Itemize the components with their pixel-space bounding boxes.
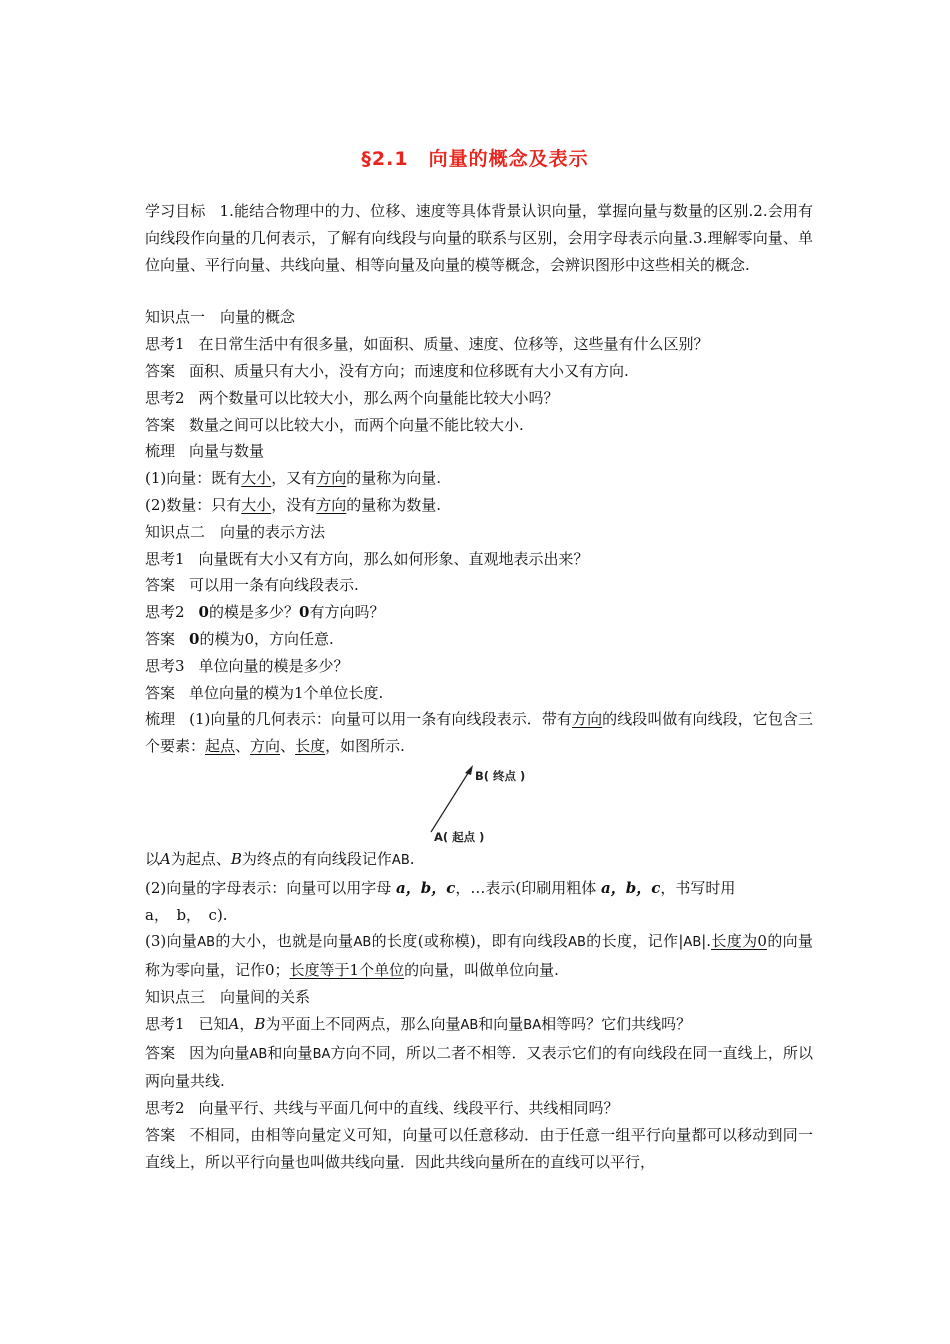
vector-symbol: BA	[523, 1017, 542, 1033]
text: ，…表示(印刷用粗体	[455, 878, 601, 897]
blank-answer: 大小	[241, 495, 272, 514]
text: ，如图所示.	[325, 737, 405, 756]
blank-answer: 方向	[316, 469, 347, 488]
think-label: 思考2	[145, 1099, 185, 1118]
text: (2)数量：只有	[145, 495, 242, 514]
answer-label: 答案	[145, 415, 176, 434]
text: 的线段叫做有向线段，它包含三个要素：	[145, 710, 813, 756]
think-2-3	[145, 653, 813, 680]
text: 的量称为数量.	[346, 495, 442, 514]
think-label: 思考2	[145, 388, 185, 407]
think-label: 思考1	[145, 335, 185, 354]
learning-goals	[145, 198, 813, 278]
answer-3-2	[145, 1122, 813, 1176]
section-heading-2: 知识点二 向量的表示方法	[145, 522, 326, 541]
text: ，又有	[271, 469, 317, 488]
think-label: 思考1	[145, 549, 185, 568]
text: (2)向量的字母表示：向量可以用字母	[145, 878, 397, 897]
blank-answer: 长度为0	[711, 932, 767, 951]
zero-vector-symbol: 0	[189, 629, 200, 648]
text: 、	[280, 737, 296, 756]
vector-symbol: AB	[568, 935, 586, 951]
text: .	[409, 849, 415, 868]
think-text: 在日常生活中有很多量，如面积、质量、速度、位移等，这些量有什么区别？	[198, 335, 709, 354]
text: 的量称为向量.	[346, 469, 442, 488]
answer-1-1	[145, 358, 813, 385]
answer-2-2	[145, 626, 813, 653]
startpoint-label: A( 起点 )	[434, 829, 485, 844]
summary-2-geometric	[145, 706, 813, 760]
summary-2-letters	[145, 875, 813, 902]
think-1-2	[145, 385, 813, 412]
goals-label: 学习目标	[145, 202, 206, 220]
vector-symbol: AB	[197, 935, 216, 951]
answer-2-1	[145, 572, 813, 599]
blank-answer: 方向	[572, 710, 603, 729]
vector-symbol: AB	[391, 852, 410, 868]
directed-segment-line	[431, 770, 470, 832]
text: (1)向量：既有	[145, 469, 242, 488]
summary-label: 梳理	[145, 442, 176, 461]
think-text: 向量平行、共线与平面几何中的直线、线段平行、共线相同吗？	[198, 1099, 619, 1118]
text: (1)向量的几何表示：向量可以用一条有向线段表示．带有	[189, 710, 572, 729]
answer-text: 不相同，由相等向量定义可知，向量可以任意移动．由于任意一组平行向量都可以移动到同一直线上，所以平行向量也叫做共线向量．因此共线向量所在的直线可以平行，	[145, 1125, 813, 1171]
text: 和向量	[478, 1014, 524, 1033]
answer-text: 面积、质量只有大小，没有方向；而速度和位移既有大小又有方向.	[189, 361, 629, 380]
endpoint-label: B( 终点 )	[475, 768, 526, 783]
text: 为平面上不同两点，那么向量	[265, 1014, 461, 1033]
section-heading-1: 知识点一 向量的概念	[145, 308, 296, 327]
point-label: A	[228, 1014, 240, 1033]
vector-symbol: AB	[683, 935, 702, 951]
answer-label: 答案	[145, 361, 176, 380]
text: 的向量，叫做单位向量.	[404, 961, 559, 980]
zero-vector-symbol: 0	[198, 603, 209, 622]
bold-vector-letters: a，b，c	[601, 878, 661, 897]
summary-1	[145, 438, 813, 465]
text: (3)向量	[145, 932, 198, 951]
blank-answer: 长度等于1个单位	[289, 961, 405, 980]
summary-2-letters-cont: a， b， c).	[145, 905, 228, 924]
text: 为终点的有向线段记作	[241, 849, 392, 868]
text: 已知	[198, 1014, 229, 1033]
answer-label: 答案	[145, 629, 176, 648]
think-1-1	[145, 331, 813, 358]
answer-label: 答案	[145, 1125, 176, 1144]
point-label: B	[254, 1014, 266, 1033]
page-title: §2.1 向量的概念及表示	[361, 148, 589, 170]
section-heading-3: 知识点三 向量间的关系	[145, 987, 311, 1006]
think-3-2	[145, 1095, 813, 1122]
answer-text: 数量之间可以比较大小，而两个向量不能比较大小.	[189, 415, 524, 434]
text: 为起点、	[170, 849, 231, 868]
blank-answer: 方向	[316, 495, 347, 514]
think-2-1	[145, 546, 813, 573]
text: 和向量	[267, 1043, 313, 1062]
vector-symbol: BA	[312, 1046, 331, 1062]
text: 、	[235, 737, 251, 756]
bold-vector-letters: a，b，c	[396, 878, 456, 897]
zero-vector-symbol: 0	[299, 603, 310, 622]
answer-label: 答案	[145, 576, 176, 595]
summary-item-2	[145, 492, 813, 519]
think-text: 单位向量的模是多少？	[198, 656, 349, 675]
text: 方向不同，所以二者不相等．又表示它们的有向线段在同一直线上，所以两向量共线.	[145, 1043, 813, 1091]
summary-label: 梳理	[145, 710, 176, 729]
vector-symbol: AB	[353, 935, 372, 951]
point-label: B	[230, 849, 242, 868]
goals-text: 1.能结合物理中的力、位移、速度等具体背景认识向量，掌握向量与数量的区别.2.会用有向线段作向量的几何表示，了解有向线段与向量的联系与区别，会用字母表示向量.3.理解零向量、单位向量、平行向量、共线向量、相等向量及向量的模等概念，会辨识图形中这些相关的概念.	[145, 202, 813, 274]
text: ，书写时用	[660, 878, 736, 897]
answer-label: 答案	[145, 1043, 176, 1062]
think-text: 两个数量可以比较大小，那么两个向量能比较大小吗？	[198, 388, 559, 407]
answer-3-1	[145, 1040, 813, 1096]
point-label: A	[160, 849, 171, 868]
answer-2-3	[145, 680, 813, 707]
text: 因为向量	[189, 1043, 250, 1062]
summary-text: 向量与数量	[189, 442, 265, 461]
answer-label: 答案	[145, 683, 176, 702]
directed-segment-figure	[145, 762, 813, 842]
arrowhead-icon	[465, 765, 473, 775]
answer-text: 单位向量的模为1个单位长度.	[189, 683, 384, 702]
answer-text: 可以用一条有向线段表示.	[189, 576, 359, 595]
blank-answer: 大小	[241, 469, 272, 488]
think-2-2	[145, 599, 813, 626]
document-body	[145, 198, 813, 1176]
text: 的大小，也就是向量	[215, 932, 354, 951]
think-label: 思考2	[145, 603, 185, 622]
text: 的模是多少？	[208, 603, 299, 622]
text: 相等吗？它们共线吗？	[541, 1014, 692, 1033]
text: 以	[145, 849, 161, 868]
think-3-1	[145, 1011, 813, 1040]
text: 的长度(或称模)，即有向线段	[371, 932, 569, 951]
text: ，没有	[271, 495, 317, 514]
text: 的长度，记作|	[585, 932, 684, 951]
think-label: 思考3	[145, 656, 185, 675]
text: |.	[701, 932, 712, 951]
text: 的模为0，方向任意.	[199, 629, 334, 648]
blank-answer: 长度	[295, 737, 326, 756]
think-text: 向量既有大小又有方向，那么如何形象、直观地表示出来？	[198, 549, 589, 568]
summary-2-magnitude	[145, 928, 813, 984]
vector-symbol: AB	[460, 1017, 479, 1033]
blank-answer: 起点	[205, 737, 236, 756]
text: 有方向吗？	[309, 603, 385, 622]
summary-item-1	[145, 465, 813, 492]
blank-answer: 方向	[250, 737, 281, 756]
text: 的向量称为零向量，记作0；	[145, 932, 814, 980]
text: ，	[239, 1014, 255, 1033]
answer-1-2	[145, 412, 813, 439]
think-label: 思考1	[145, 1014, 185, 1033]
vector-symbol: AB	[249, 1046, 268, 1062]
